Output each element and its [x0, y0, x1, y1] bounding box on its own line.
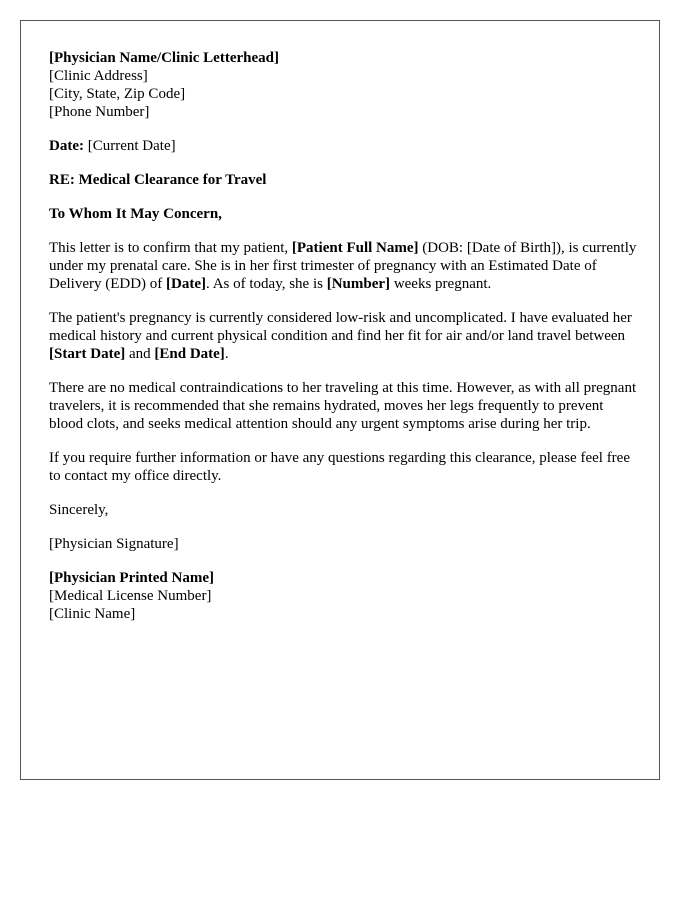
para1-text-2: (DOB: [Date of Birth]), is currently under my prenatal care. She is in her first trimester of pregnancy with an Estimated Date of Delivery (EDD) of — [49, 240, 637, 292]
patient-name-field: [Patient Full Name] — [291, 240, 419, 256]
paragraph-contact: If you require further information or have any questions regarding this clearance, please feel free to contact my office directly. — [49, 450, 630, 484]
re-line — [49, 171, 639, 189]
date-line — [49, 137, 639, 155]
paragraph-recommendations: There are no medical contraindications to her traveling at this time. However, as with all pregnant travelers, it is recommended that she remains hydrated, moves her legs frequently to prevent blood clots, and seeks medical attention should any urgent symptoms arise during her trip. — [49, 380, 637, 432]
para1-text-1: This letter is to confirm that my patient, — [49, 240, 292, 256]
end-date-field: [End Date] — [154, 346, 225, 362]
para2-text-2: and — [125, 346, 155, 362]
physician-printed-name: [Physician Printed Name] — [49, 570, 214, 586]
para2-text-1: The patient's pregnancy is currently considered low-risk and uncomplicated. I have evaluated her medical history and current physical condition and find her fit for air and/or land travel between — [49, 310, 632, 344]
signature-placeholder: [Physician Signature] — [49, 536, 179, 552]
para2-text-3: . — [224, 346, 229, 362]
date-label: Date: — [49, 138, 84, 154]
letter-content — [49, 49, 639, 639]
paragraph-fitness — [49, 309, 639, 363]
date-value: [Current Date] — [83, 138, 176, 154]
letterhead-name: [Physician Name/Clinic Letterhead] — [49, 50, 279, 66]
letter-page — [20, 20, 660, 780]
edd-field: [Date] — [166, 276, 207, 292]
clinic-address: [Clinic Address] — [49, 68, 148, 84]
closing: Sincerely, — [49, 502, 109, 518]
para1-text-4: weeks pregnant. — [390, 276, 492, 292]
signer-block — [49, 569, 639, 623]
clinic-phone: [Phone Number] — [49, 104, 150, 120]
paragraph-patient-info — [49, 239, 639, 293]
start-date-field: [Start Date] — [49, 346, 126, 362]
clinic-city-state-zip: [City, State, Zip Code] — [49, 86, 186, 102]
letterhead — [49, 49, 639, 121]
salutation — [49, 205, 639, 223]
clinic-name: [Clinic Name] — [49, 606, 136, 622]
medical-license-number: [Medical License Number] — [49, 588, 212, 604]
weeks-field: [Number] — [326, 276, 391, 292]
re-text: RE: Medical Clearance for Travel — [49, 172, 267, 188]
salutation-text: To Whom It May Concern, — [49, 206, 222, 222]
para1-text-3: . As of today, she is — [206, 276, 327, 292]
